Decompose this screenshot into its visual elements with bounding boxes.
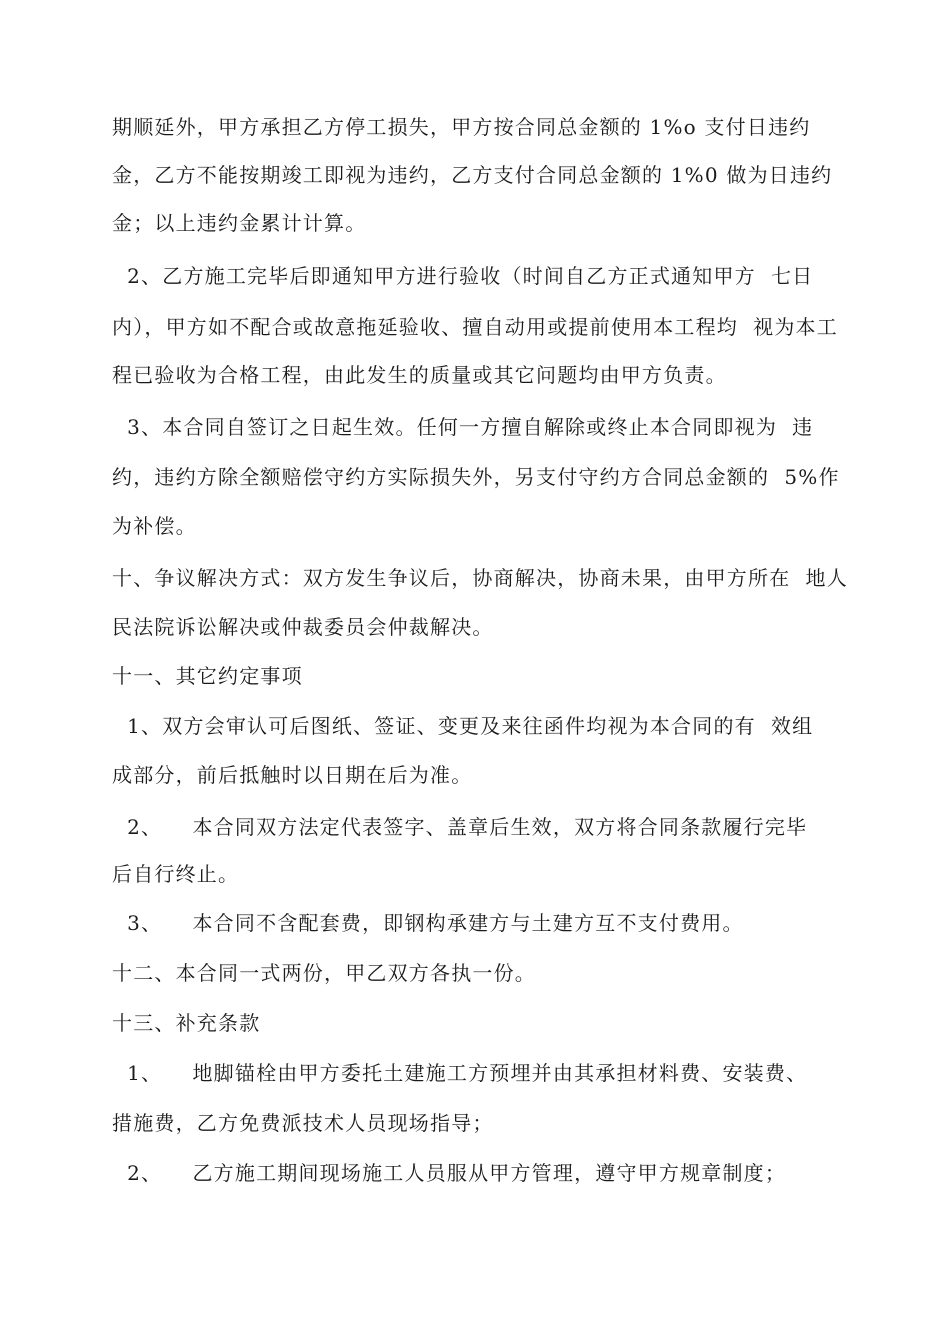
text-line: 2、乙方施工完毕后即通知甲方进行验收（时间自乙方正式通知甲方 七日 [112, 264, 814, 288]
text-line: 后自行终止。 [112, 862, 240, 886]
text-line: 内），甲方如不配合或故意拖延验收、擅自动用或提前使用本工程均 视为本工 [112, 315, 838, 339]
text-line: 金；以上违约金累计计算。 [112, 211, 367, 235]
text-line: 金，乙方不能按期竣工即视为违约，乙方支付合同总金额的 1%0 做为日违约 [112, 163, 833, 187]
text-line: 为补偿。 [112, 514, 197, 538]
text-line: 2、 乙方施工期间现场施工人员服从甲方管理，遵守甲方规章制度； [112, 1161, 787, 1185]
text-line: 期顺延外，甲方承担乙方停工损失，甲方按合同总金额的 1%o 支付日违约 [112, 115, 811, 139]
text-line: 民法院诉讼解决或仲裁委员会仲裁解决。 [112, 615, 494, 639]
text-line: 成部分，前后抵触时以日期在后为准。 [112, 763, 473, 787]
text-line: 3、 本合同不含配套费，即钢构承建方与土建方互不支付费用。 [112, 911, 744, 935]
text-line: 1、双方会审认可后图纸、签证、变更及来往函件均视为本合同的有 效组 [112, 714, 814, 738]
section-heading: 十一、其它约定事项 [112, 664, 303, 688]
text-line: 十、争议解决方式：双方发生争议后，协商解决，协商未果，由甲方所在 地人 [112, 566, 848, 590]
text-line: 1、 地脚锚栓由甲方委托土建施工方预埋并由其承担材料费、安装费、 [112, 1061, 808, 1085]
text-line: 约，违约方除全额赔偿守约方实际损失外，另支付守约方合同总金额的 5%作 [112, 465, 840, 489]
text-line: 3、本合同自签订之日起生效。任何一方擅自解除或终止本合同即视为 违 [112, 415, 814, 439]
text-line: 程已验收为合格工程，由此发生的质量或其它问题均由甲方负责。 [112, 363, 727, 387]
text-line: 措施费，乙方免费派技术人员现场指导； [112, 1111, 494, 1135]
section-heading: 十二、本合同一式两份，甲乙双方各执一份。 [112, 961, 536, 985]
text-line: 2、 本合同双方法定代表签字、盖章后生效，双方将合同条款履行完毕 [112, 815, 808, 839]
section-heading: 十三、补充条款 [112, 1011, 261, 1035]
